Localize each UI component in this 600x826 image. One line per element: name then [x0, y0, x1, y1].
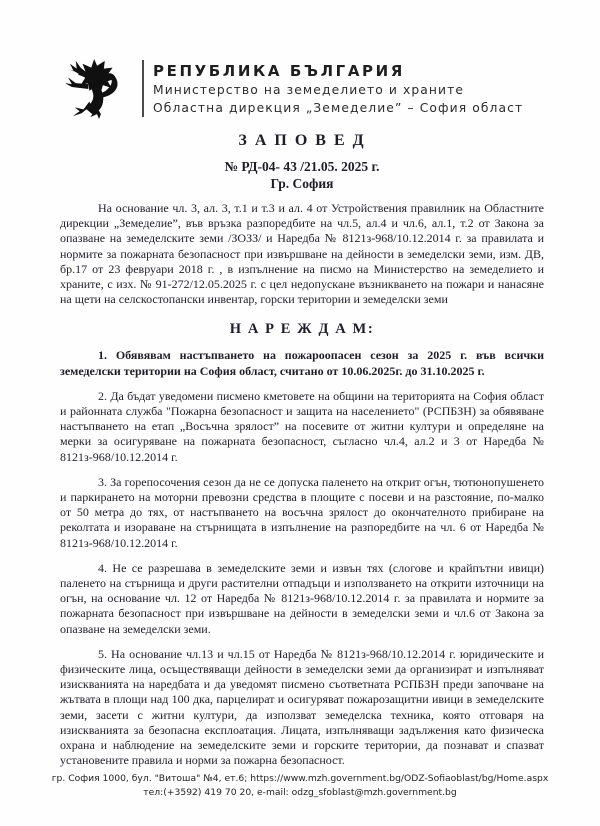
order-number-line: № РД-04- 43 /21.05. 2025 г.	[224, 159, 380, 174]
footer-contact-line: тел:(+3592) 419 70 20, e-mail: odzg_sfoblast@mzh.government.bg	[143, 786, 457, 798]
letterhead-text	[153, 62, 523, 115]
lion-emblem-icon	[64, 57, 134, 119]
republic-name: РЕПУБЛИКА БЪЛГАРИЯ	[153, 61, 405, 80]
order-heading: Н А Р Е Ж Д А М:	[229, 321, 375, 338]
document-title: З А П О В Е Д	[238, 132, 366, 149]
ministry-name: Министерство на земеделието и храните	[153, 83, 465, 97]
order-item-1: 1. Обявявам настъпването на пожароопасен сезон за 2025 г. във всички земеделски територии на София област, считано от 10.06.2025г. до 31.10.2025 г.	[60, 348, 544, 378]
letterhead	[64, 57, 544, 119]
preamble-paragraph: На основание чл. 3, ал. 3, т.1 и т.3 и ал. 4 от Устройствения правилник на Областните дирекции „Земеделие”, във връзка разпоредбите на чл.5, ал.4 и чл.6, ал.1, т.2 от Закона за опазване на земеделските земи /ЗОЗЗ/ и Наредба № 8121з-968/10.12.2014 г. за правилата и нормите за пожарната безопасност при извършване на дейности в земеделски земи, изм. ДВ, бр.17 от 23 февруари 2018 г. , в изпълнение на писмо на Министерство на земеделието и храните, с изх. № 91-272/12.05.2025 г. с цел недопускане възникването на пожари и нанасяне на щети на селскостопански инвентар, горски територии и земеделски земи	[60, 201, 544, 307]
order-item-5: 5. На основание чл.13 и чл.15 от Наредба № 8121з-968/10.12.2014 г. юридическите и физическите лица, осъществяващи дейности в земеделски земи да организират и изпълняват изискванията на наредбата и да уведомят писмено съответната РСПБЗН преди започване на жътвата в площи над 100 дка, парцелират и осигуряват пожарозащитни ивици в земеделските земи, засети с житни култури, да използват земеделска техника, която отговаря на изискванията за безопасна експлоатация. Лицата, изпълняващи задължения като физическа охрана и наблюдение на земеделските земи и горските територии, да познават и спазват установените правила и норми за пожарна безопасност.	[60, 646, 544, 768]
letterhead-divider	[142, 60, 144, 117]
city-line: Гр. София	[270, 176, 334, 191]
order-item-2: 2. Да бъдат уведомени писмено кметовете на общини на територията на София област и районната служба "Пожарна безопасност и защита на населението" (РСПБЗН) за обявяване настъпването на етап „Восъчна зрялост” на посевите от житни култури и определяне на мерки за осигуряване на пожарната безопасност, съгласно чл.4, ал.2 и 3 от Наредба № 8121з-968/10.12.2014 г.	[60, 388, 544, 464]
directorate-name: Областна дирекция „Земеделие” – София област	[153, 100, 524, 115]
order-item-3: 3. За горепосочения сезон да не се допуска паленето на открит огън, тютюнопушенето и паркирането на моторни превозни средства в площите с посеви и на разстояние, по-малко от 50 метра до тях, от настъпването на восъчна зрялост до окончателното прибиране на реколтата и изораване на стърнищата в изпълнение на разпоредбите на чл. 6 от Наредба № 8121з-968/10.12.2014 г.	[60, 474, 544, 550]
document-footer	[0, 772, 600, 799]
footer-address-line: гр. София 1000, бул. "Витоша" №4, ет.6; https://www.mzh.government.bg/ODZ-Sofiaoblast/bg/Home.aspx	[51, 773, 549, 784]
order-item-4: 4. Не се разрешава в земеделските земи и извън тях (слогове и крайпътни ивици) паленето на стърнища и други растителни отпадъци и използването на открити източници на огън, на основание чл. 12 от Наредба № 8121з-968/10.12.2014 г. за правилата и нормите за пожарната безопасност при извършване на дейности в земеделски земи и чл.6 от Закона за опазване на земеделски земи.	[60, 560, 544, 636]
